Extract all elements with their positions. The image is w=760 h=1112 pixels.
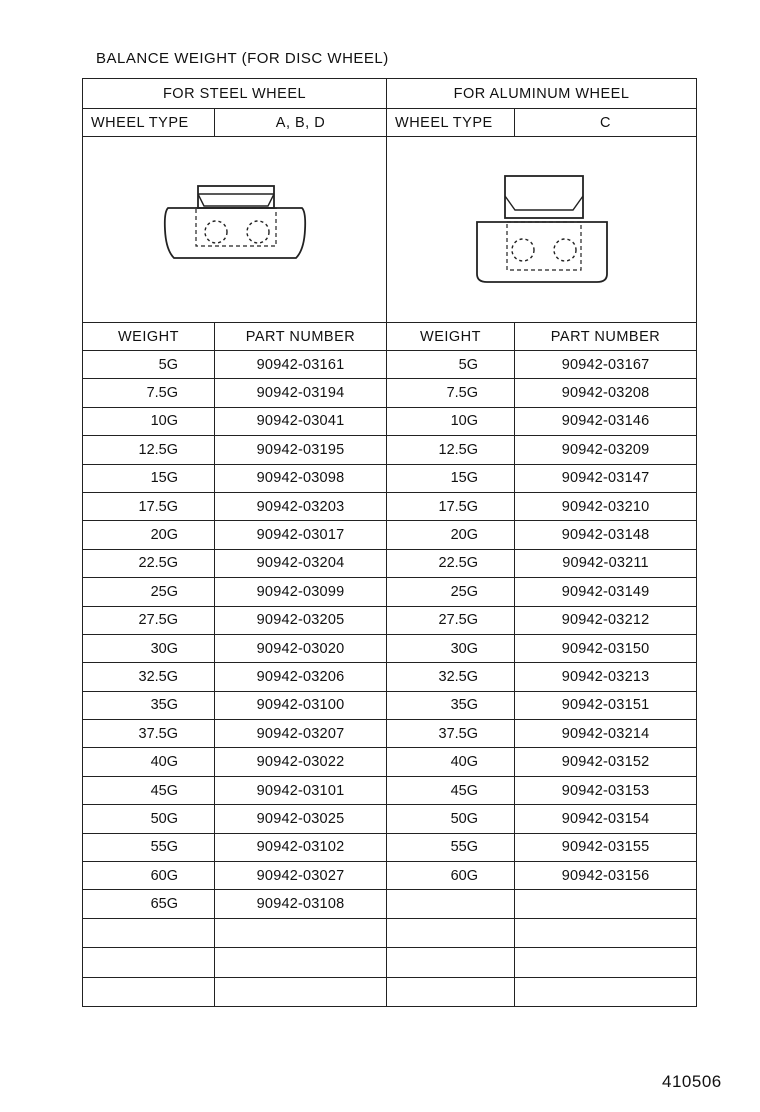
steel-part-number-cell: 90942-03206 [215, 663, 387, 691]
aluminum-weight-cell: 30G [387, 634, 515, 662]
steel-weight-cell: 32.5G [83, 663, 215, 691]
empty-table-row [83, 918, 697, 947]
steel-weight-cell: 37.5G [83, 720, 215, 748]
aluminum-part-number-cell: 90942-03152 [515, 748, 697, 776]
table-row [83, 351, 697, 379]
steel-weight-cell: 50G [83, 805, 215, 833]
table-row [83, 407, 697, 435]
steel-part-number-cell: 90942-03102 [215, 833, 387, 861]
steel-part-number-cell: 90942-03205 [215, 606, 387, 634]
steel-weight-cell: 5G [83, 351, 215, 379]
empty-cell [515, 977, 697, 1006]
steel-wheel-header: FOR STEEL WHEEL [83, 79, 387, 109]
aluminum-weight-cell: 55G [387, 833, 515, 861]
aluminum-weight-cell: 40G [387, 748, 515, 776]
aluminum-part-number-cell: 90942-03209 [515, 436, 697, 464]
steel-weight-cell: 10G [83, 407, 215, 435]
steel-weight-cell: 12.5G [83, 436, 215, 464]
aluminum-part-number-cell: 90942-03154 [515, 805, 697, 833]
aluminum-weight-cell: 7.5G [387, 379, 515, 407]
aluminum-part-number-cell: 90942-03212 [515, 606, 697, 634]
steel-weight-cell: 35G [83, 691, 215, 719]
steel-part-number-cell: 90942-03100 [215, 691, 387, 719]
aluminum-weight-cell: 5G [387, 351, 515, 379]
steel-balance-weight-drawing [160, 180, 310, 280]
empty-cell [215, 948, 387, 977]
steel-part-number-cell: 90942-03195 [215, 436, 387, 464]
steel-part-number-cell: 90942-03041 [215, 407, 387, 435]
aluminum-weight-cell: 22.5G [387, 549, 515, 577]
steel-part-number-cell: 90942-03022 [215, 748, 387, 776]
aluminum-part-number-cell: 90942-03213 [515, 663, 697, 691]
empty-cell [387, 948, 515, 977]
aluminum-wheel-type-label: WHEEL TYPE [387, 109, 515, 137]
table-row [83, 549, 697, 577]
aluminum-part-number-cell [515, 890, 697, 918]
table-row [83, 862, 697, 890]
steel-part-number-cell: 90942-03108 [215, 890, 387, 918]
aluminum-wheel-header: FOR ALUMINUM WHEEL [387, 79, 697, 109]
aluminum-weight-figure [387, 137, 697, 323]
aluminum-weight-cell: 35G [387, 691, 515, 719]
aluminum-weight-cell: 60G [387, 862, 515, 890]
table-row [83, 606, 697, 634]
table-row [83, 521, 697, 549]
table-row [83, 379, 697, 407]
steel-weight-cell: 60G [83, 862, 215, 890]
steel-weight-cell: 17.5G [83, 492, 215, 520]
steel-part-number-cell: 90942-03098 [215, 464, 387, 492]
aluminum-balance-weight-drawing [467, 170, 617, 290]
aluminum-part-number-column-header: PART NUMBER [515, 323, 697, 351]
aluminum-weight-cell: 27.5G [387, 606, 515, 634]
table-row [83, 464, 697, 492]
steel-weight-cell: 30G [83, 634, 215, 662]
table-row [83, 436, 697, 464]
drawing-code: 410506 [662, 1072, 722, 1091]
steel-wheel-type-label: WHEEL TYPE [83, 109, 215, 137]
steel-weight-cell: 55G [83, 833, 215, 861]
balance-weight-table [82, 78, 697, 1007]
steel-weight-cell: 7.5G [83, 379, 215, 407]
aluminum-part-number-cell: 90942-03208 [515, 379, 697, 407]
aluminum-weight-cell: 15G [387, 464, 515, 492]
steel-part-number-cell: 90942-03017 [215, 521, 387, 549]
steel-weight-figure [83, 137, 387, 323]
aluminum-part-number-cell: 90942-03155 [515, 833, 697, 861]
empty-cell [387, 918, 515, 947]
empty-cell [83, 948, 215, 977]
table-row [83, 890, 697, 918]
aluminum-weight-cell: 12.5G [387, 436, 515, 464]
empty-cell [387, 977, 515, 1006]
steel-weight-cell: 25G [83, 578, 215, 606]
aluminum-wheel-type-value: C [515, 109, 697, 137]
table-row [83, 833, 697, 861]
table-row [83, 748, 697, 776]
steel-part-number-cell: 90942-03101 [215, 776, 387, 804]
steel-wheel-type-value: A, B, D [215, 109, 387, 137]
steel-part-number-cell: 90942-03207 [215, 720, 387, 748]
table-row [83, 634, 697, 662]
aluminum-weight-cell: 20G [387, 521, 515, 549]
aluminum-weight-cell: 17.5G [387, 492, 515, 520]
aluminum-weight-cell: 10G [387, 407, 515, 435]
table-row [83, 492, 697, 520]
aluminum-weight-cell [387, 890, 515, 918]
aluminum-weight-cell: 25G [387, 578, 515, 606]
aluminum-weight-cell: 45G [387, 776, 515, 804]
empty-cell [83, 918, 215, 947]
aluminum-weight-cell: 37.5G [387, 720, 515, 748]
steel-weight-cell: 15G [83, 464, 215, 492]
aluminum-weight-cell: 32.5G [387, 663, 515, 691]
steel-part-number-cell: 90942-03099 [215, 578, 387, 606]
aluminum-part-number-cell: 90942-03151 [515, 691, 697, 719]
aluminum-part-number-cell: 90942-03147 [515, 464, 697, 492]
aluminum-part-number-cell: 90942-03153 [515, 776, 697, 804]
steel-weight-cell: 45G [83, 776, 215, 804]
steel-part-number-cell: 90942-03194 [215, 379, 387, 407]
table-row [83, 663, 697, 691]
empty-cell [515, 948, 697, 977]
aluminum-part-number-cell: 90942-03211 [515, 549, 697, 577]
steel-weight-cell: 20G [83, 521, 215, 549]
steel-weight-cell: 65G [83, 890, 215, 918]
empty-table-row [83, 977, 697, 1006]
empty-cell [215, 918, 387, 947]
aluminum-part-number-cell: 90942-03146 [515, 407, 697, 435]
steel-weight-cell: 22.5G [83, 549, 215, 577]
empty-cell [215, 977, 387, 1006]
steel-part-number-cell: 90942-03025 [215, 805, 387, 833]
empty-cell [515, 918, 697, 947]
aluminum-part-number-cell: 90942-03149 [515, 578, 697, 606]
aluminum-part-number-cell: 90942-03156 [515, 862, 697, 890]
aluminum-weight-cell: 50G [387, 805, 515, 833]
steel-part-number-cell: 90942-03204 [215, 549, 387, 577]
table-row [83, 805, 697, 833]
steel-weight-column-header: WEIGHT [83, 323, 215, 351]
aluminum-part-number-cell: 90942-03150 [515, 634, 697, 662]
steel-weight-cell: 40G [83, 748, 215, 776]
steel-part-number-cell: 90942-03027 [215, 862, 387, 890]
steel-weight-cell: 27.5G [83, 606, 215, 634]
steel-part-number-cell: 90942-03020 [215, 634, 387, 662]
steel-part-number-cell: 90942-03203 [215, 492, 387, 520]
steel-part-number-cell: 90942-03161 [215, 351, 387, 379]
table-row [83, 776, 697, 804]
aluminum-part-number-cell: 90942-03167 [515, 351, 697, 379]
aluminum-part-number-cell: 90942-03210 [515, 492, 697, 520]
table-row [83, 720, 697, 748]
empty-table-row [83, 948, 697, 977]
empty-cell [83, 977, 215, 1006]
table-row [83, 578, 697, 606]
aluminum-weight-column-header: WEIGHT [387, 323, 515, 351]
table-row [83, 691, 697, 719]
aluminum-part-number-cell: 90942-03148 [515, 521, 697, 549]
steel-part-number-column-header: PART NUMBER [215, 323, 387, 351]
aluminum-part-number-cell: 90942-03214 [515, 720, 697, 748]
document-title: BALANCE WEIGHT (FOR DISC WHEEL) [96, 50, 389, 67]
